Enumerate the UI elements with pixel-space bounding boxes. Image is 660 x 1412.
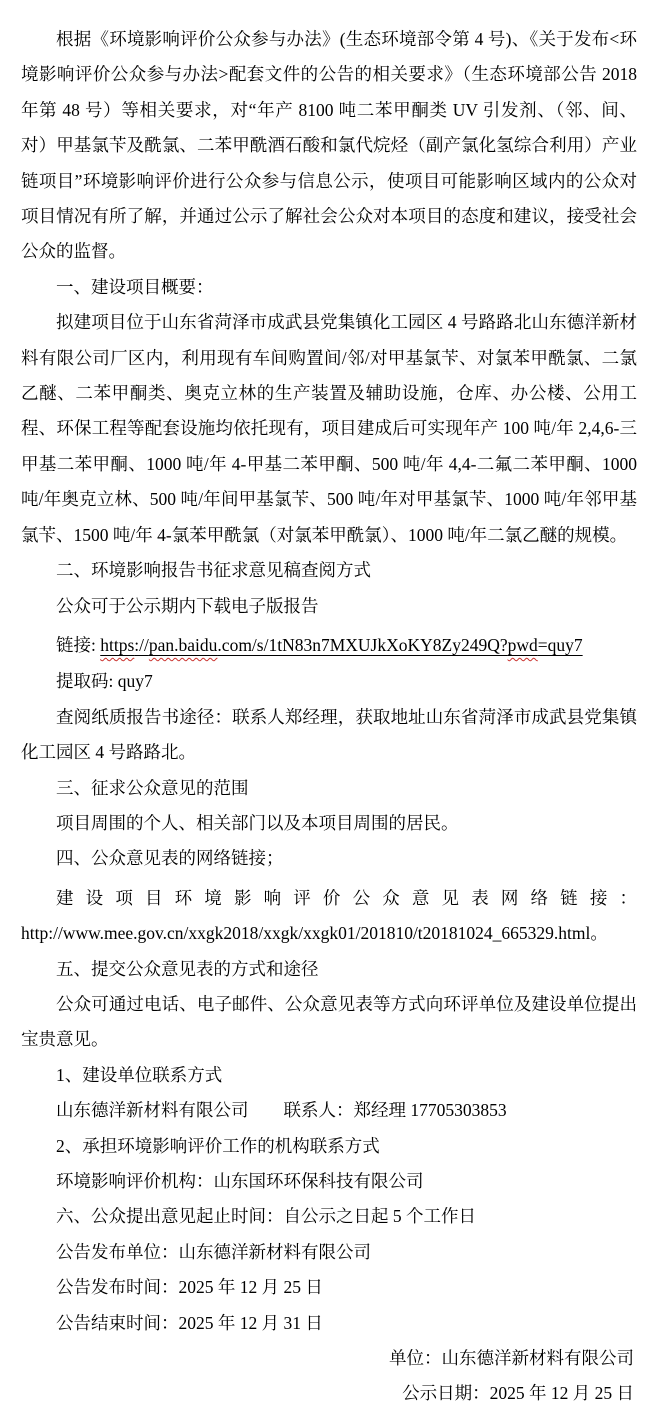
link-url-segment: =quy7 bbox=[537, 634, 583, 655]
signature-unit-line: 单位：山东德洋新材料有限公司 bbox=[389, 1348, 634, 1369]
builder-contact-line: 山东德洋新材料有限公司 联系人：郑经理 17705303853 bbox=[56, 1100, 507, 1121]
publish-end-date-line: 公告结束时间：2025 年 12 月 31 日 bbox=[56, 1312, 323, 1333]
baidu-pan-link[interactable] bbox=[100, 635, 582, 655]
section-5-heading: 五、提交公众意见表的方式和途径 bbox=[56, 958, 319, 979]
form-link-label-line: 建设项目环境影响评价公众意见表网络链接： bbox=[56, 887, 637, 908]
link-url-segment: :// bbox=[134, 634, 149, 655]
paper-report-access-line: 查阅纸质报告书途径：联系人郑经理，获取地址山东省菏泽市成武县党集镇化工园区 4 号路路北。 bbox=[21, 706, 637, 763]
section-3-heading: 三、征求公众意见的范围 bbox=[56, 777, 249, 798]
publish-start-date-line: 公告发布时间：2025 年 12 月 25 日 bbox=[56, 1277, 323, 1298]
link-url-segment: https bbox=[100, 634, 135, 655]
link-url-segment: .com/s/1tN83n7MXUJkXoKY8Zy249Q? bbox=[217, 634, 508, 655]
sub-1-heading: 1、建设单位联系方式 bbox=[56, 1064, 223, 1085]
sub-2-heading: 2、承担环境影响评价工作的机构联系方式 bbox=[56, 1135, 380, 1156]
section-2-heading: 二、环境影响报告书征求意见稿查阅方式 bbox=[56, 560, 371, 581]
report-link-line bbox=[21, 628, 637, 663]
section-6-heading: 六、公众提出意见起止时间：自公示之日起 5 个工作日 bbox=[56, 1206, 476, 1227]
comment-scope-line: 项目周围的个人、相关部门以及本项目周围的居民。 bbox=[56, 812, 459, 833]
link-url-segment: pwd bbox=[507, 634, 538, 655]
section-4-heading: 四、公众意见表的网络链接； bbox=[56, 848, 284, 869]
intro-paragraph: 根据《环境影响评价公众参与办法》(生态环境部令第 4 号)、《关于发布<环境影响评价公众参与办法>配套文件的公告的相关要求》（生态环境部公告 2018 年第 48 号）等相关要求，对“年产 8100 吨二苯甲酮类 UV 引发剂、（邻、间、对）甲基氯苄及酰氯、二苯甲酰酒石酸和氯代烷烃（副产氯化氢综合利用）产业链项目”环境影响评价进行公众参与信息公示，使项目可能影响区域内的公众对项目情况有所了解，并通过公示了解社会公众对本项目的态度和建议，接受社会公众的监督。 bbox=[21, 29, 637, 262]
link-label: 链接: bbox=[56, 634, 101, 655]
signature-date-line: 公示日期：2025 年 12 月 25 日 bbox=[402, 1383, 634, 1404]
submit-methods-paragraph: 公众可通过电话、电子邮件、公众意见表等方式向环评单位及建设单位提出宝贵意见。 bbox=[21, 993, 637, 1050]
link-url-segment: pan.baidu bbox=[148, 634, 218, 655]
extraction-code-line: 提取码: quy7 bbox=[56, 671, 153, 692]
section-1-heading: 一、建设项目概要： bbox=[56, 276, 214, 297]
download-note: 公众可于公示期内下载电子版报告 bbox=[56, 595, 319, 616]
publish-unit-line: 公告发布单位：山东德洋新材料有限公司 bbox=[56, 1241, 371, 1262]
project-overview-paragraph: 拟建项目位于山东省菏泽市成武县党集镇化工园区 4 号路路北山东德洋新材料有限公司厂区内，利用现有车间购置间/邻/对甲基氯苄、对氯苯甲酰氯、二氯乙醚、二苯甲酮类、奥克立林的生产装置及辅助设施，仓库、办公楼、公用工程、环保工程等配套设施均依托现有，项目建成后可实现年产 100 吨/年 2,4,6-三甲基二苯甲酮、1000 吨/年 4-甲基二苯甲酮、500 吨/年 4,4-二氟二苯甲酮、1000 吨/年奥克立林、500 吨/年间甲基氯苄、500 吨/年对甲基氯苄、1000 吨/年邻甲基氯苄、1500 吨/年 4-氯苯甲酰氯（对氯苯甲酰氯）、1000 吨/年二氯乙醚的规模。 bbox=[21, 312, 637, 545]
form-link-url-line: http://www.mee.gov.cn/xxgk2018/xxgk/xxgk01/201810/t20181024_665329.html。 bbox=[21, 923, 608, 944]
eia-agency-line: 环境影响评价机构：山东国环环保科技有限公司 bbox=[56, 1171, 424, 1191]
